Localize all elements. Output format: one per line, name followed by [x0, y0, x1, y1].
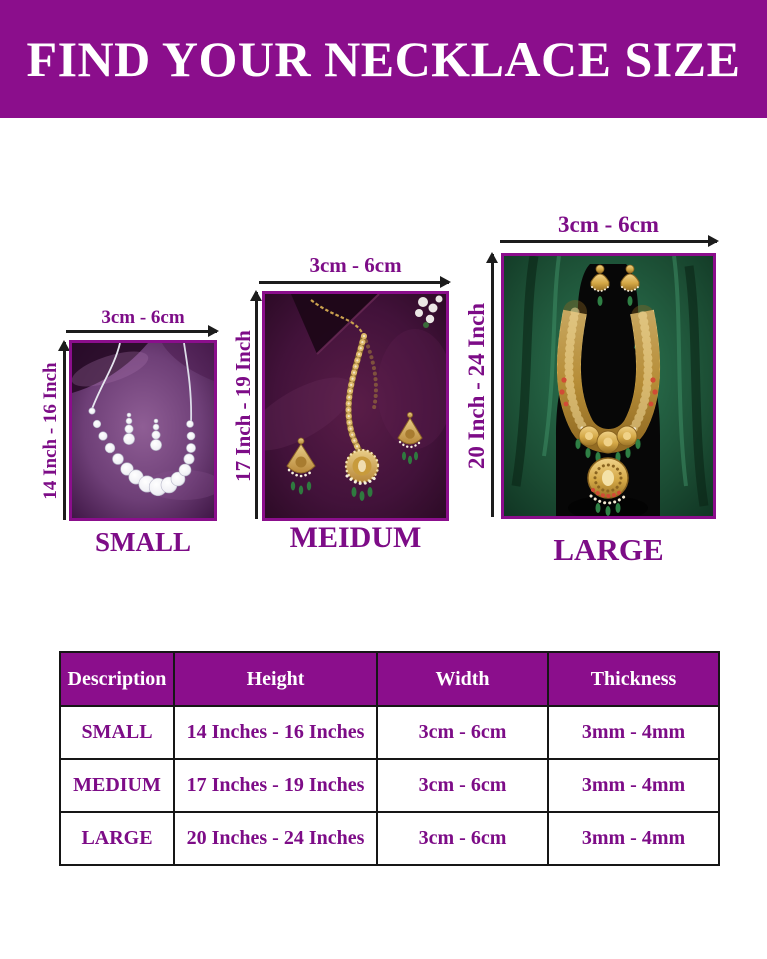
large-size-name: LARGE — [553, 532, 664, 567]
small-necklace-photo — [69, 340, 217, 521]
medium-size-name: MEIDUM — [289, 521, 422, 554]
table-header-row — [60, 652, 719, 706]
table-row-medium — [60, 759, 719, 812]
medium-width-arrow-icon — [259, 281, 449, 284]
silver-necklace-set-illustration — [72, 343, 214, 518]
small-width-arrow-icon — [66, 330, 217, 333]
header-banner — [0, 0, 767, 118]
table-header-description: Description — [60, 652, 174, 706]
small-height-arrow-icon — [63, 342, 66, 520]
table-cell: 3cm - 6cm — [377, 706, 548, 759]
large-height-arrow-icon — [491, 254, 494, 517]
table-cell: 3cm - 6cm — [377, 759, 548, 812]
medium-height-range-label: 17 Inch - 19 Inch — [231, 330, 255, 482]
table-cell: 3mm - 4mm — [548, 759, 719, 812]
table-row-large — [60, 812, 719, 865]
table-cell: 3mm - 4mm — [548, 706, 719, 759]
table-cell: 17 Inches - 19 Inches — [174, 759, 377, 812]
table-cell: 20 Inches - 24 Inches — [174, 812, 377, 865]
medium-width-range-label: 3cm - 6cm — [309, 253, 402, 277]
page-title: FIND YOUR NECKLACE SIZE — [26, 31, 741, 87]
large-necklace-photo — [501, 253, 716, 519]
table-cell: SMALL — [60, 706, 174, 759]
table-cell: MEDIUM — [60, 759, 174, 812]
medium-necklace-photo — [262, 291, 449, 521]
small-width-range-label: 3cm - 6cm — [101, 307, 185, 328]
table-cell: 3cm - 6cm — [377, 812, 548, 865]
gold-kundan-necklace-set-illustration — [265, 294, 446, 518]
gold-temple-haram-illustration — [504, 256, 713, 516]
table-header-height: Height — [174, 652, 377, 706]
table-header-thickness: Thickness — [548, 652, 719, 706]
size-chart-table — [59, 651, 720, 866]
table-cell: 14 Inches - 16 Inches — [174, 706, 377, 759]
table-row-small — [60, 706, 719, 759]
table-cell: 3mm - 4mm — [548, 812, 719, 865]
large-height-range-label: 20 Inch - 24 Inch — [464, 302, 489, 470]
small-size-name: SMALL — [94, 527, 192, 557]
table-cell: LARGE — [60, 812, 174, 865]
table-header-width: Width — [377, 652, 548, 706]
small-height-range-label: 14 Inch - 16 Inch — [40, 362, 61, 500]
medium-height-arrow-icon — [255, 292, 258, 519]
large-width-range-label: 3cm - 6cm — [558, 212, 659, 237]
large-width-arrow-icon — [500, 240, 717, 243]
